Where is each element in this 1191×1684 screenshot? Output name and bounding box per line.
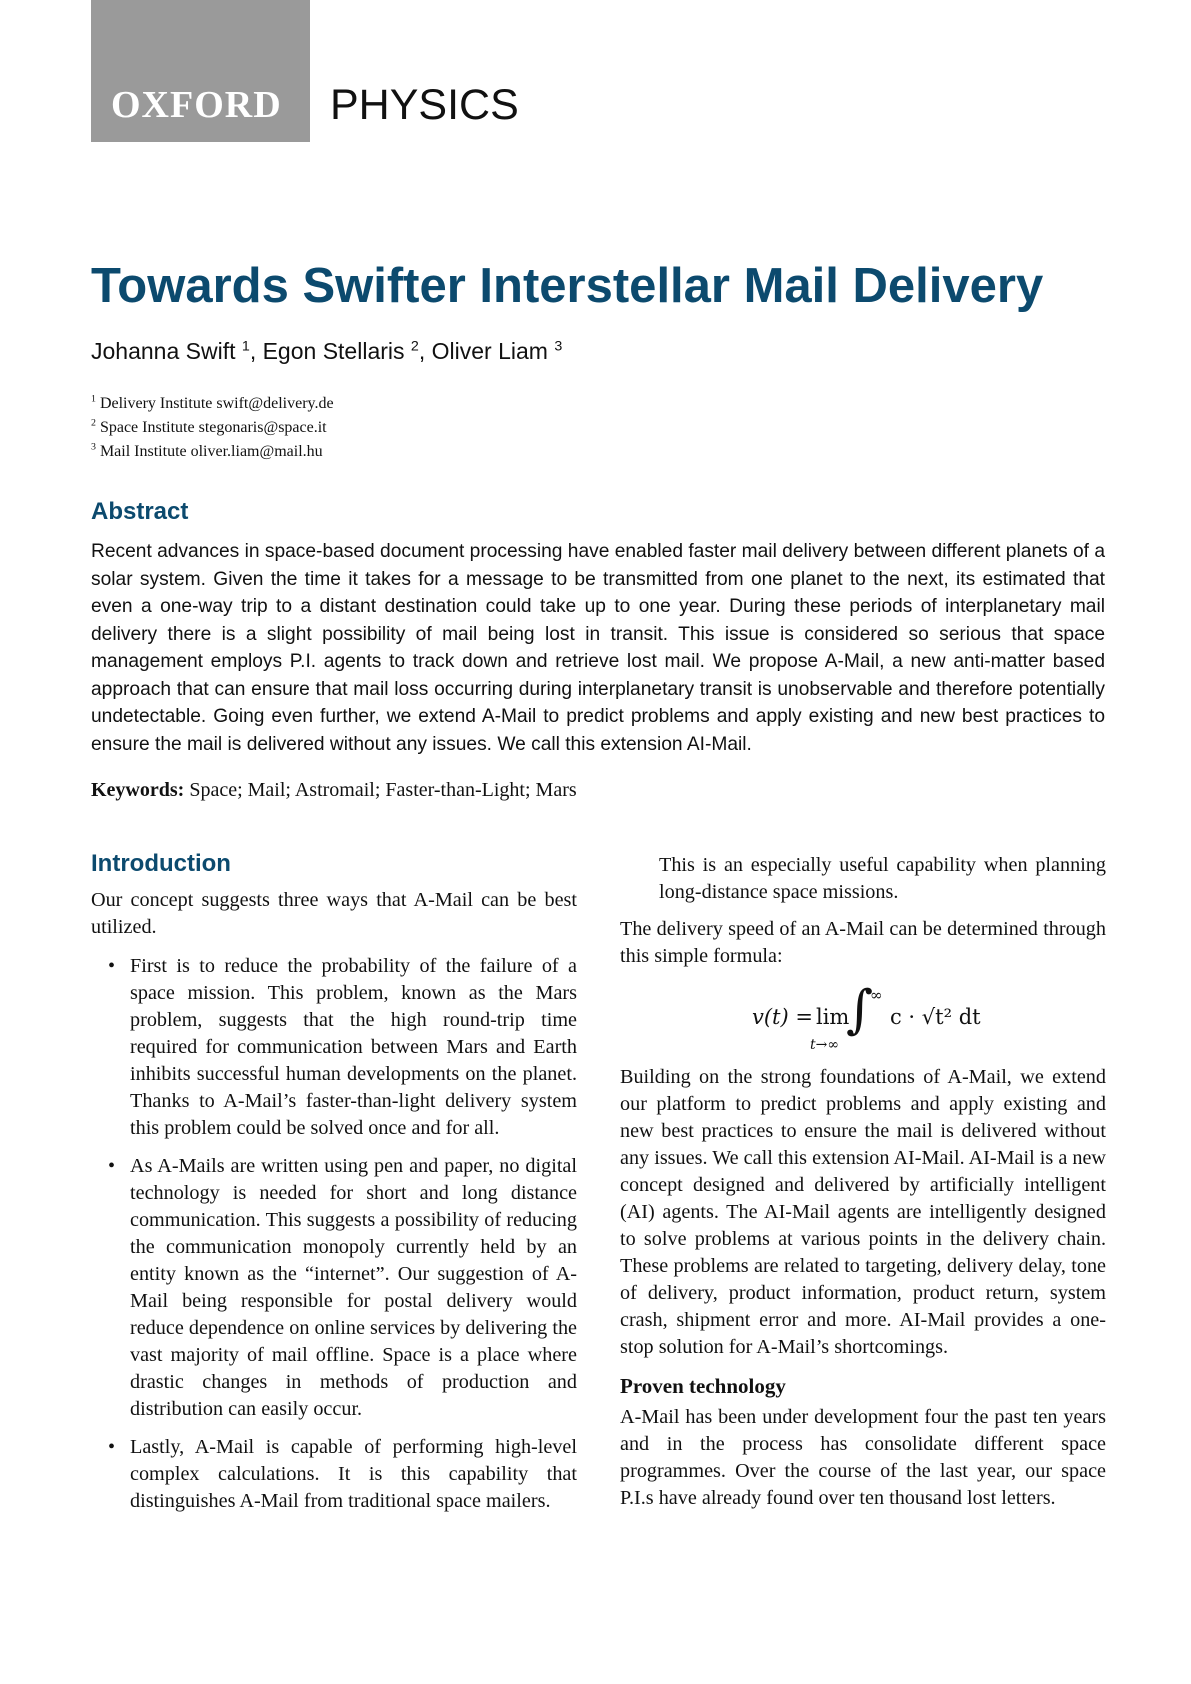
left-column (91, 848, 577, 1526)
journal-name: PHYSICS (330, 81, 519, 129)
paper-title: Towards Swifter Interstellar Mail Delivery (91, 259, 1044, 313)
keywords (91, 777, 577, 803)
affiliation-text: Delivery Institute swift@delivery.de (99, 395, 334, 412)
keywords-label: Keywords: (91, 779, 185, 801)
affiliation (91, 440, 334, 464)
speed-formula (620, 982, 1106, 1052)
introduction-heading: Introduction (91, 850, 231, 877)
list-item-text: Lastly, A-Mail is capable of performing high-level complex calculations. It is this capability that distinguishes A-Mail from traditional space mailers. (130, 1436, 577, 1513)
affiliation-superscript: 2 (91, 417, 96, 429)
formula-lim-subscript: t→∞ (810, 1037, 840, 1053)
abstract-text: Recent advances in space-based document processing have enabled faster mail delivery between different planets of a solar system. Given the time it takes for a message to be transmitted from one planet to the next, its estimated that even a one-way trip to a distant destination could take up to one year. During these periods of interplanetary mail delivery there is a slight possibility of mail being lost in transit. This issue is considered so serious that space management employs P.I. agents to track down and retrieve lost mail. We propose A-Mail, a new anti-matter based approach that can ensure that mail loss occurring during interplanetary transit is unobservable and therefore potentially undetectable. Going even further, we extend A-Mail to predict problems and apply existing and new best practices to ensure the mail is delivered without any issues. We call this extension AI-Mail. (91, 541, 1106, 755)
author-list: Johanna Swift $^1$, Egon Stellaris $^2$, Oliver Liam $^3$ (91, 338, 563, 364)
list-item (91, 1434, 577, 1515)
introduction-lead: Our concept suggests three ways that A-Mail can be best utilized. (91, 889, 577, 939)
integral-sign: ∫ (846, 980, 874, 1040)
proven-technology-text: A-Mail has been under development four the past ten years and in the process has consolidate different space programmes. Over the course of the last year, our space P.I.s have already found over ten thousand lost letters. (620, 1406, 1106, 1510)
formula-integrand: c · √t² dt (890, 1005, 981, 1029)
keywords-text: Space; Mail; Astromail; Faster-than-Light; Mars (189, 779, 577, 801)
formula-lhs: v(t) = (752, 1005, 813, 1029)
affiliation-superscript: 3 (91, 441, 96, 453)
bullet-icon: • (108, 1155, 116, 1178)
list-item (91, 1153, 577, 1423)
affiliation-text: Mail Institute oliver.liam@mail.hu (99, 443, 323, 460)
bullet-icon: • (108, 955, 116, 978)
bullet-icon: • (108, 1436, 116, 1459)
affiliation (91, 392, 334, 416)
bullet-list (91, 953, 577, 1515)
list-item-text: First is to reduce the probability of the failure of a space mission. This problem, known as the Mars problem, suggests that the high round-trip time required for communication between Mars and Earth inhibits successful human developments on the planet. Thanks to A-Mail’s faster-than-light delivery system this problem could be solved once and for all. (130, 955, 577, 1140)
proven-technology-heading: Proven technology (620, 1374, 786, 1398)
author-name: Oliver Liam (431, 338, 548, 364)
affiliation-superscript: 1 (91, 393, 96, 405)
right-column (620, 852, 1106, 1524)
ai-mail-paragraph: Building on the strong foundations of A-Mail, we extend our platform to predict problems and apply existing and new best practices to ensure the mail is delivered without any issues. We call this extension AI-Mail. AI-Mail is a new concept designed and delivered by artificially intelligent (AI) agents. The AI-Mail agents are intelligently designed to solve problems at various points in the delivery chain. These problems are related to targeting, delivery delay, tone of delivery, product information, product return, system crash, shipment error and more. AI-Mail provides a one-stop solution for A-Mail’s shortcomings. (620, 1066, 1106, 1358)
oxford-logo (91, 0, 310, 142)
integral-upper-bound: ∞ (870, 986, 883, 1004)
author-superscript: 2 (410, 338, 419, 355)
affiliations (91, 392, 334, 464)
author-superscript: 1 (241, 338, 250, 355)
logo-text: OXFORD (111, 84, 282, 126)
bullet-continuation: This is an especially useful capability when planning long-distance space missions. (659, 854, 1106, 903)
formula-lim: lim (816, 1005, 850, 1029)
affiliation (91, 416, 334, 440)
speed-paragraph: The delivery speed of an A-Mail can be determined through this simple formula: (620, 918, 1106, 967)
author-name: Johanna Swift (91, 338, 236, 364)
author-name: Egon Stellaris (262, 338, 405, 364)
list-item (91, 953, 577, 1142)
list-item-text: As A-Mails are written using pen and paper, no digital technology is needed for short and long distance communication. This suggests a possibility of reducing the communication monopoly currently held by an entity known as the “internet”. Our suggestion of A-Mail being responsible for postal delivery would reduce dependence on online services by delivering the vast majority of mail offline. Space is a place where drastic changes in methods of production and distribution can easily occur. (130, 1155, 577, 1421)
affiliation-text: Space Institute stegonaris@space.it (99, 419, 327, 436)
abstract-heading: Abstract (91, 498, 189, 525)
author-superscript: 3 (554, 338, 563, 355)
